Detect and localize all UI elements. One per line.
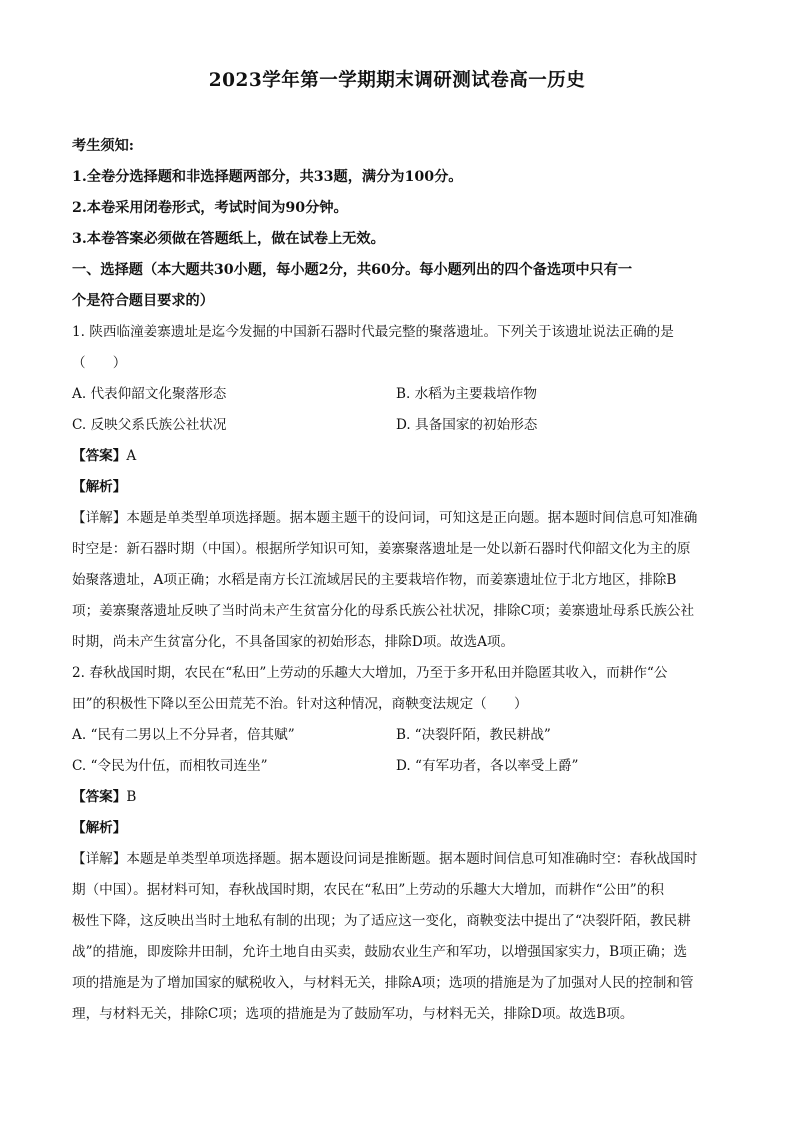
q1-stem-line-1: 1. 陕西临潼姜寨遗址是迄今发掘的中国新石器时代最完整的聚落遗址。下列关于该遗址说法正确的是 <box>72 324 674 340</box>
q2-detail-line-1: 【详解】本题是单类型单项选择题。据本题设问词是推断题。据本题时间信息可知准确时空：春秋战国时 <box>72 851 698 867</box>
notice-item-2: 2.本卷采用闭卷形式，考试时间为90分钟。 <box>72 200 348 216</box>
q2-stem-line-2: 田”的积极性下降以至公田荒芜不治。针对这种情况，商鞅变法规定（ ） <box>72 696 528 712</box>
q1-detail-line-1: 【详解】本题是单类型单项选择题。据本题主题干的设问词，可知这是正向题。据本题时间信息可知准确 <box>72 510 698 526</box>
q1-option-a: A. 代表仰韶文化聚落形态 <box>72 386 227 402</box>
notice-heading: 考生须知: <box>72 138 134 154</box>
q2-detail-line-5: 项的措施是为了增加国家的赋税收入，与材料无关，排除A项；选项的措施是为了加强对人民的控制和管 <box>72 975 694 991</box>
q2-stem-line-1: 2. 春秋战国时期，农民在“私田”上劳动的乐趣大大增加，乃至于多开私田并隐匿其收入，而耕作“公 <box>72 665 668 681</box>
q1-detail-line-5: 时期，尚未产生贫富分化，不具备国家的初始形态，排除D项。故选A项。 <box>72 634 515 650</box>
q2-answer-tag: 【答案】 <box>72 789 127 805</box>
notice-item-3: 3.本卷答案必须做在答题纸上，做在试卷上无效。 <box>72 231 385 247</box>
q1-answer-value: A <box>126 448 137 464</box>
q2-analysis-tag: 【解析】 <box>72 820 127 836</box>
q1-answer-tag: 【答案】 <box>72 448 127 464</box>
section-heading-line-1: 一、选择题（本大题共30小题，每小题2分，共60分。每小题列出的四个备选项中只有一 <box>72 262 633 278</box>
q1-detail-line-4: 项；姜寨聚落遗址反映了当时尚未产生贫富分化的母系氏族公社状况，排除C项；姜寨遗址母系氏族公社 <box>72 603 695 619</box>
q2-detail-line-3: 极性下降，这反映出当时土地私有制的出现；为了适应这一变化，商鞅变法中提出了“决裂阡陌，教民耕 <box>72 913 691 929</box>
q2-option-b: B. “决裂阡陌，教民耕战” <box>396 727 551 743</box>
q2-answer <box>72 787 136 807</box>
page-title: 2023学年第一学期期末调研测试卷高一历史 <box>208 70 586 91</box>
q1-option-b: B. 水稻为主要栽培作物 <box>396 386 537 402</box>
q2-detail-line-4: 战”的措施，即废除井田制，允许土地自由买卖，鼓励农业生产和军功，以增强国家实力，B项正确；选 <box>72 944 688 960</box>
q2-option-d: D. “有军功者，各以率受上爵” <box>396 758 579 774</box>
q1-analysis-tag: 【解析】 <box>72 479 127 495</box>
q2-answer-value: B <box>126 789 137 805</box>
q2-detail-line-6: 理，与材料无关，排除C项；选项的措施是为了鼓励军功，与材料无关，排除D项。故选B项。 <box>72 1006 634 1022</box>
q2-option-c: C. “令民为什伍，而相牧司连坐” <box>72 758 268 774</box>
q1-option-c: C. 反映父系氏族公社状况 <box>72 417 227 433</box>
notice-item-1: 1.全卷分选择题和非选择题两部分，共33题，满分为100分。 <box>72 169 463 185</box>
q1-detail-line-2: 时空是：新石器时期（中国）。根据所学知识可知，姜寨聚落遗址是一处以新石器时代仰韶文化为主的原 <box>72 541 691 557</box>
q2-detail-line-2: 期（中国）。据材料可知，春秋战国时期，农民在“私田”上劳动的乐趣大大增加，而耕作“公田”的积 <box>72 882 664 898</box>
q1-option-d: D. 具备国家的初始形态 <box>396 417 538 433</box>
section-heading-line-2: 个是符合题目要求的） <box>72 293 214 309</box>
q1-answer <box>72 446 136 466</box>
q2-option-a: A. “民有二男以上不分异者，倍其赋” <box>72 727 295 743</box>
q1-stem-line-2: （ ） <box>72 355 127 371</box>
q1-detail-line-3: 始聚落遗址，A项正确；水稻是南方长江流域居民的主要栽培作物，而姜寨遗址位于北方地区，排除B <box>72 572 677 588</box>
